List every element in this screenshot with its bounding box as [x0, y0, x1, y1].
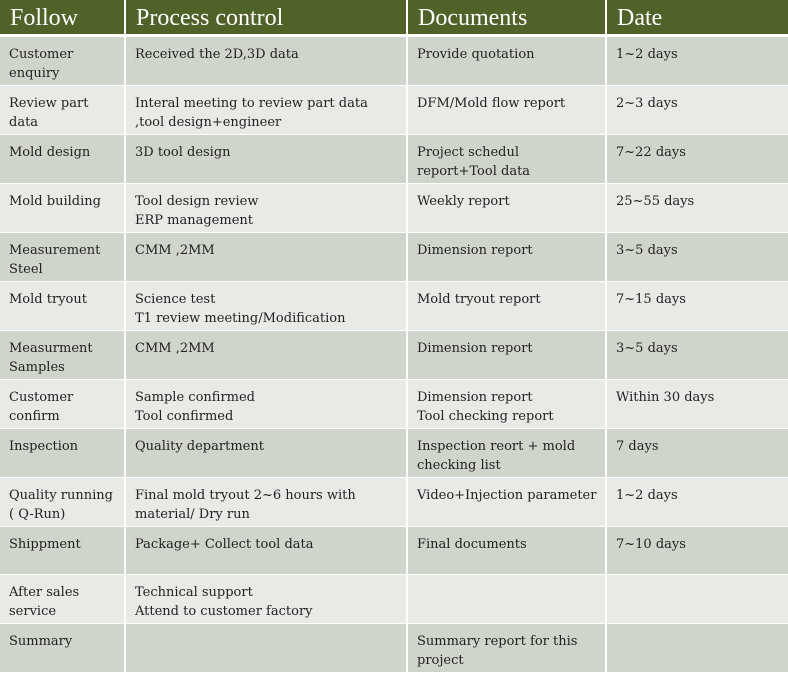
- cell-documents: [407, 574, 606, 623]
- table-row: [0, 379, 788, 428]
- cell-follow: Shippment: [0, 526, 125, 574]
- cell-process-control: CMM ,2MM: [125, 232, 407, 281]
- table-row: [0, 428, 788, 477]
- cell-date: 2~3 days: [606, 85, 788, 134]
- table-row: [0, 232, 788, 281]
- cell-documents: Dimension report Tool checking report: [407, 379, 606, 428]
- header-documents: Documents: [407, 0, 606, 35]
- table-header: [0, 0, 788, 35]
- cell-follow: Customer enquiry: [0, 35, 125, 85]
- cell-follow: Measurement Steel: [0, 232, 125, 281]
- header-follow: Follow: [0, 0, 125, 35]
- cell-date: 3~5 days: [606, 330, 788, 379]
- cell-documents: Inspection reort + mold checking list: [407, 428, 606, 477]
- cell-date: 7~22 days: [606, 134, 788, 183]
- table-body: [0, 35, 788, 672]
- cell-date: 7~15 days: [606, 281, 788, 330]
- cell-process-control: Technical support Attend to customer factory: [125, 574, 407, 623]
- cell-process-control: [125, 623, 407, 672]
- cell-date: 7 days: [606, 428, 788, 477]
- cell-process-control: CMM ,2MM: [125, 330, 407, 379]
- cell-follow: Summary: [0, 623, 125, 672]
- cell-process-control: Science test T1 review meeting/Modification: [125, 281, 407, 330]
- cell-follow: Measurment Samples: [0, 330, 125, 379]
- cell-date: 3~5 days: [606, 232, 788, 281]
- cell-process-control: Interal meeting to review part data ,tool design+engineer: [125, 85, 407, 134]
- table-row: [0, 330, 788, 379]
- cell-follow: Quality running ( Q-Run): [0, 477, 125, 526]
- cell-documents: Mold tryout report: [407, 281, 606, 330]
- cell-date: Within 30 days: [606, 379, 788, 428]
- cell-documents: Weekly report: [407, 183, 606, 232]
- cell-follow: Review part data: [0, 85, 125, 134]
- cell-documents: Dimension report: [407, 232, 606, 281]
- cell-process-control: Sample confirmed Tool confirmed: [125, 379, 407, 428]
- cell-date: 7~10 days: [606, 526, 788, 574]
- table-row: [0, 574, 788, 623]
- cell-follow: Mold design: [0, 134, 125, 183]
- table-row: [0, 183, 788, 232]
- cell-date: 1~2 days: [606, 477, 788, 526]
- table-row: [0, 134, 788, 183]
- cell-follow: Customer confirm: [0, 379, 125, 428]
- cell-follow: Mold tryout: [0, 281, 125, 330]
- cell-process-control: Quality department: [125, 428, 407, 477]
- cell-follow: Inspection: [0, 428, 125, 477]
- table-row: [0, 281, 788, 330]
- cell-date: 25~55 days: [606, 183, 788, 232]
- cell-follow: Mold building: [0, 183, 125, 232]
- cell-process-control: Tool design review ERP management: [125, 183, 407, 232]
- header-process-control: Process control: [125, 0, 407, 35]
- cell-documents: Dimension report: [407, 330, 606, 379]
- cell-date: 1~2 days: [606, 35, 788, 85]
- table-row: [0, 623, 788, 672]
- cell-date: [606, 574, 788, 623]
- cell-documents: Provide quotation: [407, 35, 606, 85]
- table-row: [0, 526, 788, 574]
- cell-date: [606, 623, 788, 672]
- cell-documents: Project schedul report+Tool data: [407, 134, 606, 183]
- cell-documents: Video+Injection parameter: [407, 477, 606, 526]
- cell-documents: Summary report for this project: [407, 623, 606, 672]
- cell-process-control: Received the 2D,3D data: [125, 35, 407, 85]
- header-row: [0, 0, 788, 35]
- cell-process-control: Final mold tryout 2~6 hours with material/ Dry run: [125, 477, 407, 526]
- cell-process-control: 3D tool design: [125, 134, 407, 183]
- table-row: [0, 477, 788, 526]
- cell-documents: Final documents: [407, 526, 606, 574]
- cell-documents: DFM/Mold flow report: [407, 85, 606, 134]
- cell-follow: After sales service: [0, 574, 125, 623]
- table-row: [0, 85, 788, 134]
- header-date: Date: [606, 0, 788, 35]
- table-row: [0, 35, 788, 85]
- cell-process-control: Package+ Collect tool data: [125, 526, 407, 574]
